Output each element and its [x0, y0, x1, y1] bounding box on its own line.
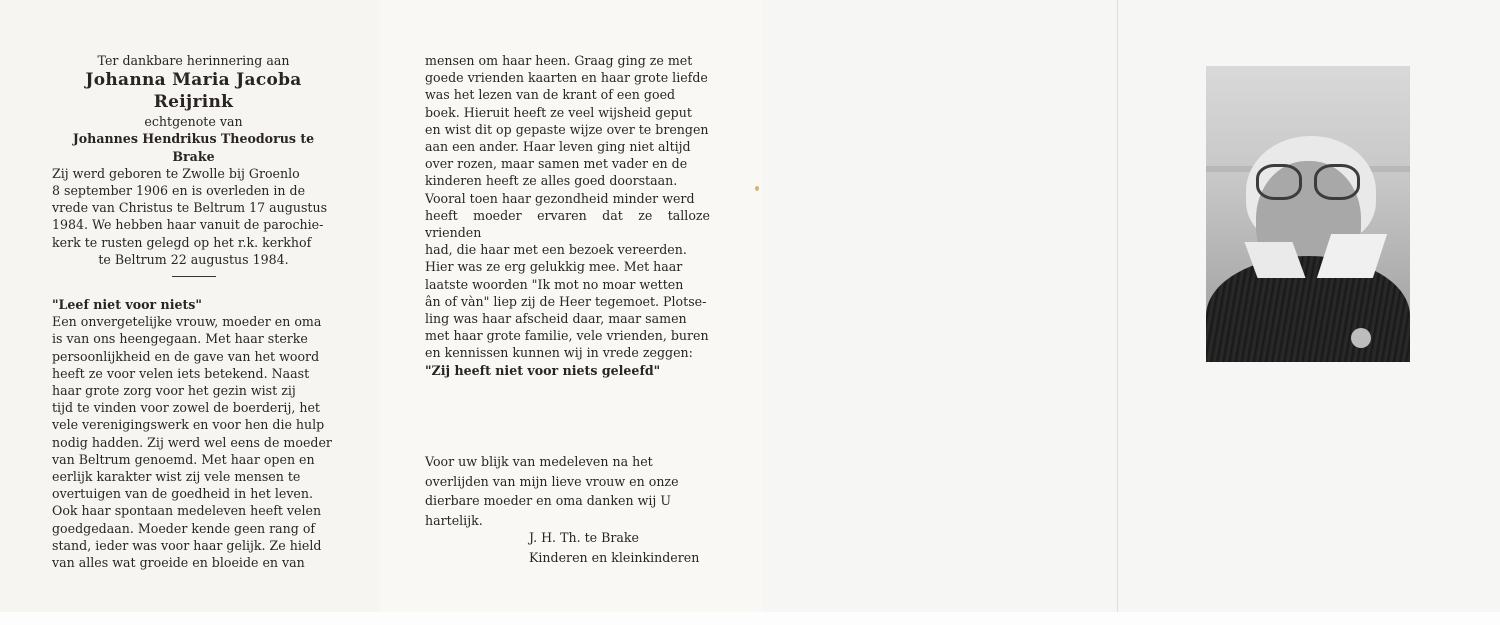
motto: "Leef niet voor niets" — [52, 297, 202, 313]
tribute-line: van Beltrum genoemd. Met haar open en — [52, 451, 315, 467]
continuation-line: kinderen heeft ze alles goed doorstaan. — [425, 173, 678, 189]
tribute-line: is van ons heengegaan. Met haar sterke — [52, 331, 308, 347]
tribute-line: heeft ze voor velen iets betekend. Naast — [52, 365, 310, 381]
continuation-line: Hier was ze erg gelukkig mee. Met haar — [425, 259, 683, 275]
tribute-text — [52, 313, 335, 571]
tribute-line: vele verenigingswerk en voor hen die hulp — [52, 417, 325, 433]
tribute-line: Ook haar spontaan medeleven heeft velen — [52, 503, 322, 519]
bio-line: Zij werd geboren te Zwolle bij Groenlo — [52, 165, 300, 181]
tribute-line: stand, ieder was voor haar gelijk. Ze hield — [52, 537, 322, 553]
signature-name: J. H. Th. te Brake — [529, 530, 639, 545]
fold-line — [1117, 0, 1118, 612]
continuation-line: aan een ander. Haar leven ging niet altijd — [425, 139, 691, 155]
continuation-line: Vooral toen haar gezondheid minder werd — [425, 190, 695, 206]
tribute-line: nodig hadden. Zij werd wel eens de moeder — [52, 434, 332, 450]
continuation-line: over rozen, maar samen met vader en de — [425, 156, 688, 172]
bio-line: 8 september 1906 en is overleden in de — [52, 183, 306, 199]
bio-line: te Beltrum 22 augustus 1984. — [98, 251, 289, 267]
bio-line: vrede van Christus te Beltrum 17 augustus — [52, 200, 328, 216]
tribute-line: Een onvergetelijke vrouw, moeder en oma — [52, 314, 322, 330]
bio-line: kerk te rusten gelegd op het r.k. kerkhof — [52, 234, 312, 250]
tribute-line: eerlijk karakter wist zij vele mensen te — [52, 469, 301, 485]
intro-text: Ter dankbare herinnering aan — [97, 53, 290, 68]
continuation-line: had, die haar met een bezoek vereerden. — [425, 242, 687, 258]
thanks-line: dierbare moeder en oma danken wij U — [425, 493, 671, 509]
tribute-line: persoonlijkheid en de gave van het woord — [52, 348, 320, 364]
thanks-line: hartelijk. — [425, 512, 483, 528]
closing-quote: "Zij heeft niet voor niets geleefd" — [425, 362, 661, 378]
thanks-text — [425, 452, 710, 530]
tribute-line: van alles wat groeide en bloeide en van — [52, 555, 305, 571]
continuation-line: was het lezen van de krant of een goed — [425, 87, 676, 103]
continuation-line: en wist dit op gepaste wijze over te brengen — [425, 121, 709, 137]
bio-text — [52, 165, 335, 268]
bio-line: 1984. We hebben haar vanuit de parochie- — [52, 217, 324, 233]
continuation-line: ân of vàn" liep zij de Heer tegemoet. Plotse- — [425, 293, 707, 309]
continuation-line: goede vrienden kaarten en haar grote liefde — [425, 70, 708, 86]
photo-glasses-left — [1256, 164, 1302, 200]
signature-family: Kinderen en kleinkinderen — [529, 549, 700, 565]
continuation-line: met haar grote familie, vele vrienden, buren — [425, 328, 709, 344]
tribute-line: tijd te vinden voor zowel de boerderij, het — [52, 400, 320, 416]
bottom-margin — [0, 612, 1500, 625]
divider — [172, 276, 216, 277]
tribute-line: haar grote zorg voor het gezin wist zij — [52, 383, 296, 399]
portrait-photo — [1206, 66, 1410, 362]
tribute-line: goedgedaan. Moeder kende geen rang of — [52, 520, 316, 536]
spouse-name: Johannes Hendrikus Theodorus te Brake — [72, 131, 315, 164]
continuation-line: laatste woorden "Ik mot no moar wetten — [425, 276, 684, 292]
thanks-line: Voor uw blijk van medeleven na het — [425, 454, 653, 469]
middle-column — [425, 52, 710, 379]
deceased-name: Johanna Maria Jacoba Reijrink — [85, 70, 302, 113]
photo-dress — [1206, 256, 1410, 362]
relation-text: echtgenote van — [144, 114, 243, 130]
continuation-line: en kennissen kunnen wij in vrede zeggen: — [425, 345, 693, 361]
paper-speck — [755, 186, 759, 191]
thanks-line: overlijden van mijn lieve vrouw en onze — [425, 473, 679, 489]
photo-glasses-right — [1314, 164, 1360, 200]
signature-block — [529, 528, 699, 567]
continuation-line: ling was haar afscheid daar, maar samen — [425, 311, 687, 327]
continuation-line: heeft moeder ervaren dat ze talloze vrienden — [425, 207, 710, 241]
tribute-line: overtuigen van de goedheid in het leven. — [52, 486, 314, 502]
left-column — [52, 52, 335, 571]
photo-brooch — [1351, 328, 1371, 348]
continuation-line: mensen om haar heen. Graag ging ze met — [425, 53, 693, 68]
continuation-line: boek. Hieruit heeft ze veel wijsheid geput — [425, 104, 692, 120]
